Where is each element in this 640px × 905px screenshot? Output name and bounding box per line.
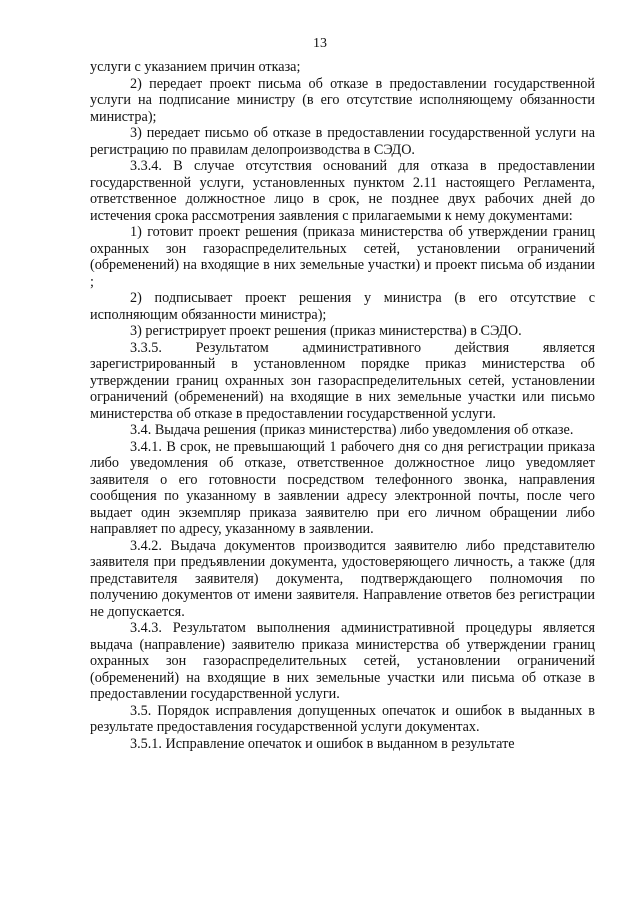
paragraph: 3.4. Выдача решения (приказ министерства) либо уведомления об отказе.	[130, 422, 574, 438]
paragraph: 3.5. Порядок исправления допущенных опечаток и ошибок в выданных в результате предоставления государственной услуги документах.	[90, 702, 595, 735]
page-number: 13	[313, 36, 327, 51]
paragraph: 3.4.2. Выдача документов производится заявителю либо представителю заявителя при предъявлении документа, удостоверяющего личность, а также (для представителя заявителя) документа, подтверждающего полномочия по получению документов от имени заявителя. Направление ответов без регистрации не допускается.	[90, 537, 595, 620]
paragraph: 2) подписывает проект решения у министра (в его отсутствие с исполняющим обязанности министра);	[90, 290, 595, 323]
paragraph: 3) передает письмо об отказе в предоставлении государственной услуги на регистрацию по правилам делопроизводства в СЭДО.	[90, 125, 595, 158]
paragraph: 3.4.3. Результатом выполнения административной процедуры является выдача (направление) заявителю приказа министерства об утверждении границ охранных зон газораспределительных сетей, установлении ограничений (обременений) на входящие в них земельные участки или письма об отказе в предоставлении государственной услуги.	[90, 620, 595, 702]
paragraph: 3.3.5. Результатом административного действия является зарегистрированный в установленном порядке приказ министерства об утверждении границ охранных зон газораспределительных сетей, установлении ограничений (обременений) на входящие в них земельные участки или письмо министерства об отказе в предоставлении государственной услуги.	[90, 339, 595, 422]
paragraph: 1) готовит проект решения (приказа министерства об утверждении границ охранных зон газораспределительных сетей, установлении ограничений (обременений) на входящие в них земельные участки) и проект письма об издании ;	[90, 224, 595, 290]
paragraph: услуги с указанием причин отказа;	[90, 59, 301, 75]
paragraph: 3.4.1. В срок, не превышающий 1 рабочего дня со дня регистрации приказа либо уведомления об отказе, ответственное должностное лицо уведомляет заявителя о его готовности посредством телефонного звонка, направления сообщения по указанному в заявлении адресу электронной почты, после чего выдает один экземпляр приказа заявителю при его личном обращении либо направляет по адресу, указанному в заявлении.	[90, 438, 595, 537]
paragraph: 3.3.4. В случае отсутствия оснований для отказа в предоставлении государственной услуги, установленных пунктом 2.11 настоящего Регламента, ответственное должностное лицо в срок, не позднее двух рабочих дней до истечения срока рассмотрения заявления с прилагаемыми к нему документами:	[90, 158, 595, 224]
paragraph: 2) передает проект письма об отказе в предоставлении государственной услуги на подписание министру (в его отсутствие исполняющему обязанности министра);	[90, 75, 595, 125]
paragraph: 3.5.1. Исправление опечаток и ошибок в выданном в результате	[130, 735, 515, 752]
document-body	[90, 59, 595, 752]
paragraph: 3) регистрирует проект решения (приказ министерства) в СЭДО.	[130, 323, 522, 339]
